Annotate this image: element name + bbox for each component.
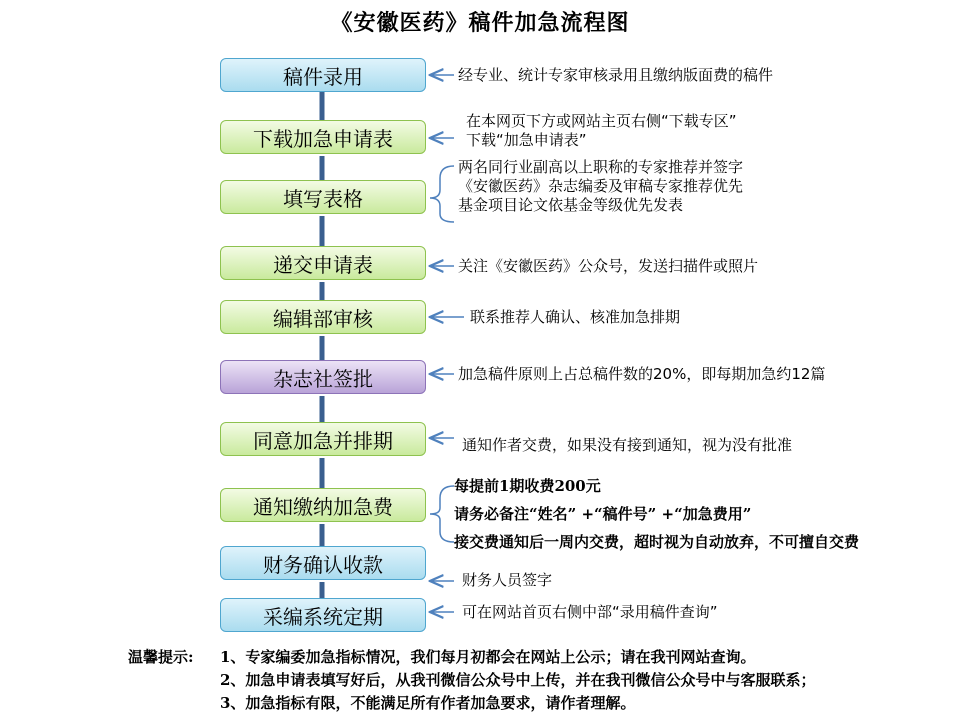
note-1: 经专业、统计专家审核录用且缴纳版面费的稿件 (458, 66, 774, 84)
tip-2: 2、加急申请表填写好后，从我刊微信公众号中上传，并在我刊微信公众号中与客服联系； (220, 671, 816, 689)
note-8-line-3: 接交费通知后一周内交费，超时视为自动放弃，不可擅自交费 (454, 533, 860, 551)
note-4: 关注《安徽医药》公众号，发送扫描件或照片 (458, 257, 759, 275)
note-2-line-1: 在本网页下方或网站主页右侧“下载专区” (466, 112, 737, 130)
tips-label: 温馨提示: (128, 648, 194, 666)
note-3-line-2: 《安徽医药》杂志编委及审稿专家推荐优先 (458, 177, 744, 195)
note-2 (466, 112, 737, 150)
step-1-manuscript-accepted: 稿件录用 (220, 58, 426, 92)
note-2-line-2: 下载“加急申请表” (466, 131, 587, 149)
note-8 (454, 472, 859, 556)
tip-1: 1、专家编委加急指标情况，我们每月初都会在网站上公示；请在我刊网站查询。 (220, 648, 756, 666)
step-5-editorial-review: 编辑部审核 (220, 300, 426, 334)
diagram-title: 《安徽医药》稿件加急流程图 (330, 10, 630, 36)
step-6-publisher-approval: 杂志社签批 (220, 360, 426, 394)
step-3-fill-form: 填写表格 (220, 180, 426, 214)
step-10-system-schedule: 采编系统定期 (220, 598, 426, 632)
note-8-line-1: 每提前1期收费200元 (454, 477, 601, 495)
step-9-finance-confirm: 财务确认收款 (220, 546, 426, 580)
tips-section (128, 646, 815, 715)
step-8-notify-fee: 通知缴纳加急费 (220, 488, 426, 522)
step-4-submit-form: 递交申请表 (220, 246, 426, 280)
note-8-line-2: 请务必备注“姓名” +“稿件号” +“加急费用” (454, 505, 752, 523)
brace-8 (430, 486, 454, 542)
tip-3: 3、加急指标有限，不能满足所有作者加急要求，请作者理解。 (220, 694, 636, 712)
step-2-download-form: 下载加急申请表 (220, 120, 426, 154)
note-10: 可在网站首页右侧中部“录用稿件查询” (462, 603, 718, 621)
note-3 (458, 158, 743, 215)
brace-3 (430, 166, 454, 222)
note-3-line-3: 基金项目论文依基金等级优先发表 (458, 196, 684, 214)
step-7-approve-schedule: 同意加急并排期 (220, 422, 426, 456)
note-9: 财务人员签字 (462, 571, 553, 589)
note-7: 通知作者交费，如果没有接到通知，视为没有批准 (462, 436, 793, 454)
note-6: 加急稿件原则上占总稿件数的20%，即每期加急约12篇 (458, 365, 826, 383)
note-3-line-1: 两名同行业副高以上职称的专家推荐并签字 (458, 158, 744, 176)
note-5: 联系推荐人确认、核准加急排期 (470, 308, 681, 326)
